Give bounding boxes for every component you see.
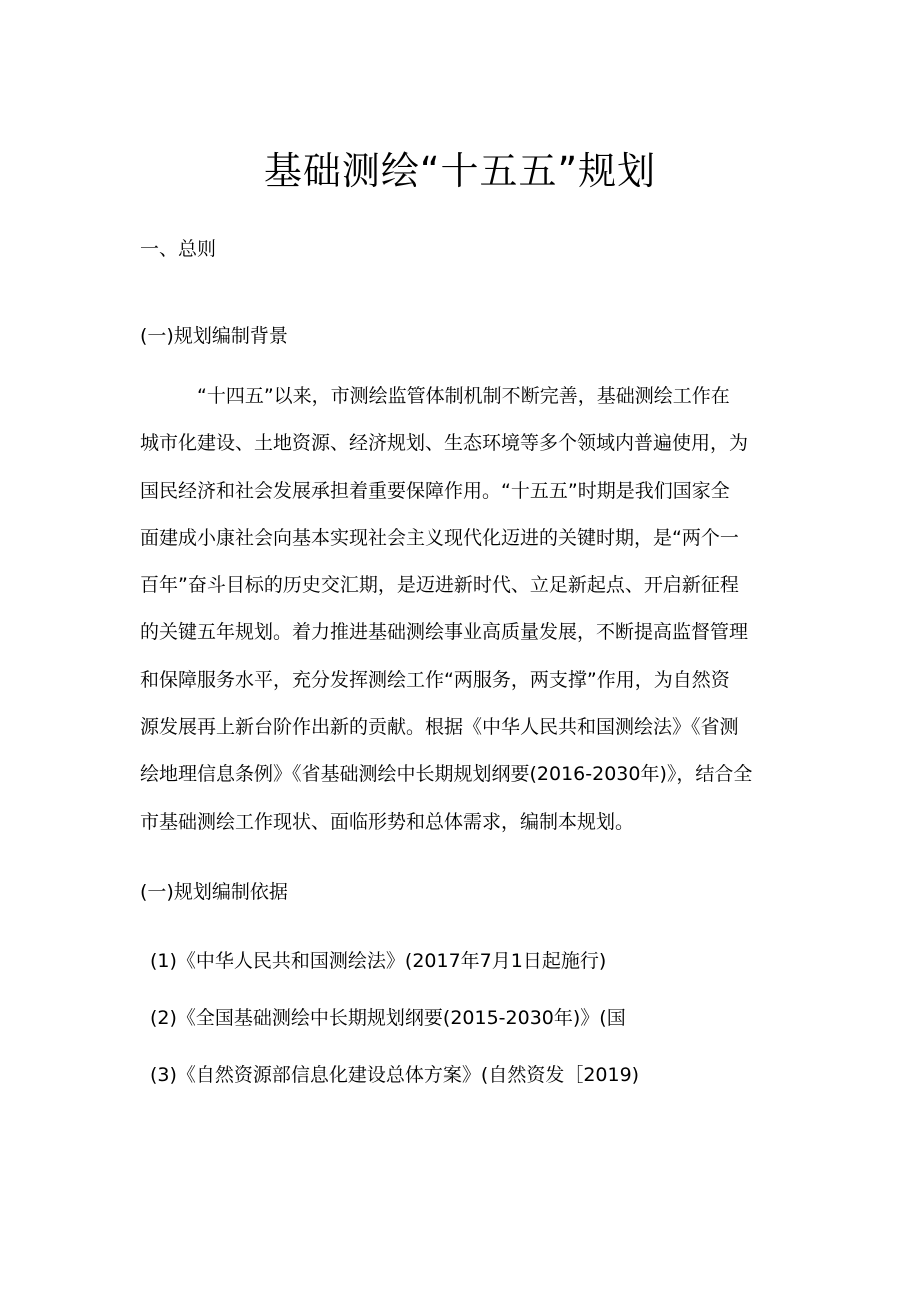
paragraph-line: 绘地理信息条例》《省基础测绘中长期规划纲要(2016-2030年)》，结合全 [140, 763, 753, 786]
subheading-background: (一)规划编制背景 [140, 325, 288, 347]
list-item: (3)《自然资源部信息化建设总体方案》(自然资发［2019) [150, 1064, 640, 1086]
document-title: 基础测绘“十五五”规划 [263, 149, 657, 193]
paragraph-line: 百年”奋斗目标的历史交汇期，是迈进新时代、立足新起点、开启新征程 [140, 574, 739, 597]
paragraph-line: “十四五”以来，市测绘监管体制机制不断完善，基础测绘工作在 [197, 385, 730, 407]
paragraph-line: 和保障服务水平，充分发挥测绘工作“两服务，两支撑”作用，为自然资 [140, 668, 730, 691]
subheading-basis: (一)规划编制依据 [140, 881, 288, 903]
basis-list [150, 947, 639, 1118]
paragraph-line: 面建成小康社会向基本实现社会主义现代化迈进的关键时期，是“两个一 [140, 526, 739, 549]
list-item: (2)《全国基础测绘中长期规划纲要(2015-2030年)》(国 [150, 1007, 626, 1029]
list-item: (1)《中华人民共和国测绘法》(2017年7月1日起施行) [150, 950, 607, 972]
paragraph-line: 城市化建设、土地资源、经济规划、生态环境等多个领域内普遍使用，为 [140, 432, 749, 455]
paragraph-line: 的关键五年规划。着力推进基础测绘事业高质量发展，不断提高监督管理 [140, 621, 749, 644]
paragraph-line: 国民经济和社会发展承担着重要保障作用。“十五五”时期是我们国家全 [140, 479, 730, 502]
section-heading-general: 一、总则 [140, 238, 217, 260]
background-paragraph [140, 382, 785, 855]
paragraph-line: 源发展再上新台阶作出新的贡献。根据《中华人民共和国测绘法》《省测 [140, 716, 739, 739]
paragraph-line: 市基础测绘工作现状、面临形势和总体需求，编制本规划。 [140, 810, 635, 833]
